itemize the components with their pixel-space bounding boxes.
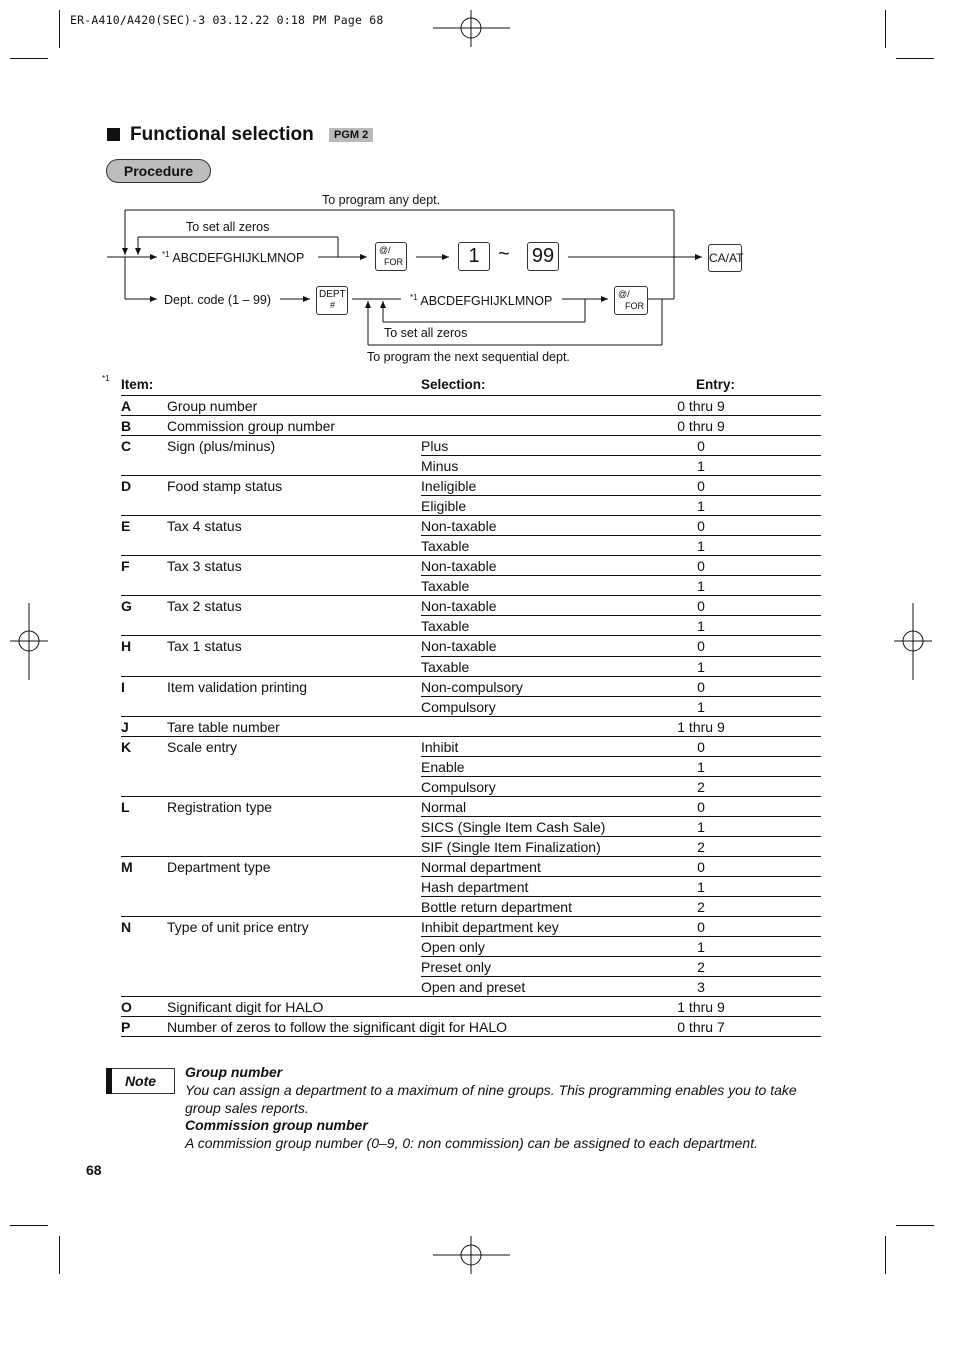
cell-selection: Normal department [421,858,541,875]
cell-entry: 2 [697,778,705,795]
cell-entry: 0 [697,858,705,875]
flow-letters-bottom-text: ABCDEFGHIJKLMNOP [420,294,553,309]
table-row [121,838,821,858]
for-key [375,242,407,271]
flow-label-next-dept: To program the next sequential dept. [367,350,570,364]
table-row [121,1018,821,1038]
row-rule [121,916,821,917]
row-rule [121,635,821,636]
cell-selection: Taxable [421,658,470,675]
cell-selection: Enable [421,758,465,775]
cell-entry: 0 [697,518,705,535]
cell-letter: E [121,518,131,535]
note-badge: Note [106,1068,175,1094]
print-header: ER-A410/A420(SEC)-3 03.12.22 0:18 PM Page 68 [70,13,384,27]
cell-entry: 2 [697,838,705,855]
cell-letter: A [121,398,132,414]
table-row [121,637,821,657]
table-row [121,517,821,537]
table-row [121,978,821,998]
row-rule [121,676,821,677]
cell-letter: O [121,999,132,1016]
flow-label-any-dept: To program any dept. [322,193,441,207]
cell-selection: SIF (Single Item Finalization) [421,838,601,855]
cell-selection: Inhibit department key [421,919,559,936]
cell-entry: 2 [697,959,705,976]
table-row [121,397,821,417]
cell-selection: Compulsory [421,698,496,715]
cell-entry: 0 thru 7 [677,1019,725,1036]
row-rule [121,435,821,436]
procedure-label: Procedure [106,159,211,183]
cell-entry: 0 [697,919,705,936]
row-rule [421,776,821,777]
cell-selection: Normal [421,798,467,815]
cell-item: Tare table number [167,718,280,735]
row-rule [421,696,821,697]
table-row [121,678,821,698]
cell-item: Item validation printing [167,678,308,695]
table-row [121,437,821,457]
cell-selection: Hash department [421,878,529,895]
table-row [121,758,821,778]
cell-selection: Preset only [421,959,492,976]
row-rule [421,455,821,456]
cell-entry: 0 [697,478,705,495]
table-row [121,798,821,818]
cell-letter: I [121,678,125,695]
cell-entry: 1 [697,458,705,475]
cell-entry: 1 [697,578,705,595]
cell-selection: Non-compulsory [421,678,523,695]
row-rule [121,856,821,857]
flow-letters-top [162,250,304,265]
header-selection: Selection: [421,377,486,392]
footnote-marker: *1 [410,293,418,302]
table-row [121,718,821,738]
cell-letter: M [121,858,133,875]
pgm-badge: PGM 2 [329,128,373,142]
row-rule [421,816,821,817]
table-row [121,738,821,758]
cell-entry: 1 thru 9 [677,999,725,1016]
cell-item: Food stamp status [167,478,283,495]
cell-letter: C [121,438,132,455]
cell-selection: Non-taxable [421,518,497,535]
cell-letter: K [121,738,132,755]
table-row [121,557,821,577]
for-key-2 [614,286,648,315]
cell-selection: Non-taxable [421,558,497,575]
flow-label-zeros-bottom: To set all zeros [384,326,468,340]
row-rule [421,876,821,877]
cell-entry: 1 [697,818,705,835]
cell-item: Registration type [167,798,273,815]
cell-selection: SICS (Single Item Cash Sale) [421,818,606,835]
table-row [121,477,821,497]
row-rule [421,656,821,657]
row-rule [121,515,821,516]
table-row [121,858,821,878]
key-99: 99 [527,242,559,271]
cell-entry: 0 [697,638,705,655]
table-row [121,658,821,678]
table-row [121,597,821,617]
row-rule [121,475,821,476]
cell-entry: 1 [697,878,705,895]
cell-letter: D [121,478,132,495]
cell-entry: 0 [697,438,705,455]
for-key-bottom: FOR [384,257,403,267]
cell-selection: Taxable [421,538,470,555]
cell-item: Tax 2 status [167,598,242,615]
dept-key-top: DEPT [319,289,346,300]
note-text-2: A commission group number (0–9, 0: non commission) can be assigned to each department. [185,1135,759,1151]
row-rule [121,796,821,797]
cell-item: Significant digit for HALO [167,999,324,1016]
cell-item: Group number [167,398,258,414]
row-rule [121,595,821,596]
caat-key: CA/AT [708,244,742,272]
cell-entry: 0 [697,678,705,695]
flow-letters-top-text: ABCDEFGHIJKLMNOP [172,251,305,266]
row-rule [121,736,821,737]
table-row [121,497,821,517]
cell-entry: 0 [697,738,705,755]
table-row [121,878,821,898]
flow-tilde: ~ [498,243,510,265]
header-item: Item: [121,377,154,392]
note-heading-2: Commission group number [185,1117,368,1133]
cell-entry: 1 [697,538,705,555]
for-key-top: @/ [618,289,630,299]
cell-selection: Plus [421,438,449,455]
row-rule [421,575,821,576]
cell-letter: L [121,798,130,815]
cell-selection: Compulsory [421,778,496,795]
cell-item: Commission group number [167,418,336,435]
footnote-marker: *1 [162,250,170,259]
row-rule [421,836,821,837]
cell-letter: J [121,718,129,735]
row-rule [421,956,821,957]
cell-selection: Taxable [421,578,470,595]
table-row [121,898,821,918]
cell-entry: 0 thru 9 [677,418,725,435]
header-entry: Entry: [696,377,736,392]
row-rule [121,415,821,416]
cell-selection: Non-taxable [421,638,497,655]
cell-entry: 0 [697,598,705,615]
dept-key-bottom: # [330,300,336,310]
cell-entry: 1 [697,698,705,715]
cell-selection: Open and preset [421,979,526,996]
cell-letter: B [121,418,132,435]
cell-selection: Minus [421,458,459,475]
row-rule [121,716,821,717]
cell-selection: Non-taxable [421,598,497,615]
cell-selection: Eligible [421,498,467,515]
cell-entry: 1 [697,658,705,675]
cell-selection: Open only [421,939,485,956]
row-rule [421,535,821,536]
cell-entry: 2 [697,899,705,915]
cell-letter: F [121,558,130,575]
table-row [121,457,821,477]
note-badge-bar [106,1068,112,1094]
flow-letters-bottom [410,293,552,308]
cell-entry: 0 [697,798,705,815]
row-rule [421,615,821,616]
flow-dept-code: Dept. code (1 – 99) [164,293,272,307]
row-rule [121,1016,821,1017]
row-rule [421,936,821,937]
cell-letter: G [121,598,132,615]
note-heading-1: Group number [185,1064,283,1080]
table-row [121,998,821,1018]
for-key-bottom: FOR [625,301,644,311]
cell-item: Number of zeros to follow the significant digit for HALO [167,1019,508,1036]
cell-entry: 1 thru 9 [677,718,725,735]
cell-item: Type of unit price entry [167,919,309,936]
row-rule [421,976,821,977]
row-rule [421,495,821,496]
cell-entry: 1 [697,618,705,635]
page-number: 68 [86,1162,102,1178]
cell-item: Scale entry [167,738,238,755]
table-footnote-mark: *1 [102,374,110,383]
cell-selection: Bottle return department [421,899,572,915]
table-header-rule [121,395,821,396]
cell-entry: 1 [697,939,705,956]
section-title: Functional selection [130,124,314,145]
cell-selection: Ineligible [421,478,477,495]
flow-diagram [0,0,954,380]
table-row [121,577,821,597]
key-one: 1 [458,242,490,271]
cell-item: Department type [167,858,271,875]
cell-entry: 0 [697,558,705,575]
cell-letter: P [121,1019,131,1036]
row-rule [121,996,821,997]
table-row [121,417,821,437]
note-text-1: You can assign a department to a maximum of nine groups. This programming enables you to take group sales reports. [185,1082,797,1116]
dept-key [316,286,348,315]
cell-item: Tax 3 status [167,558,242,575]
row-rule [421,896,821,897]
row-rule [121,1036,821,1037]
table-row [121,537,821,557]
flow-label-zeros-top: To set all zeros [186,220,270,234]
cell-item: Tax 4 status [167,518,242,535]
cell-entry: 1 [697,758,705,775]
table-row [121,958,821,978]
cell-item: Tax 1 status [167,638,242,655]
table-row [121,918,821,938]
cell-entry: 1 [697,498,705,515]
cell-entry: 3 [697,979,705,996]
table-row [121,778,821,798]
table-row [121,938,821,958]
row-rule [121,555,821,556]
table-row [121,617,821,637]
row-rule [421,756,821,757]
cell-entry: 0 thru 9 [677,398,725,414]
cell-selection: Inhibit [421,738,459,755]
table-row [121,818,821,838]
cell-item: Sign (plus/minus) [167,438,276,455]
cell-selection: Taxable [421,618,470,635]
cell-letter: H [121,638,132,655]
for-key-top: @/ [379,245,391,255]
cell-letter: N [121,919,132,936]
table-row [121,698,821,718]
